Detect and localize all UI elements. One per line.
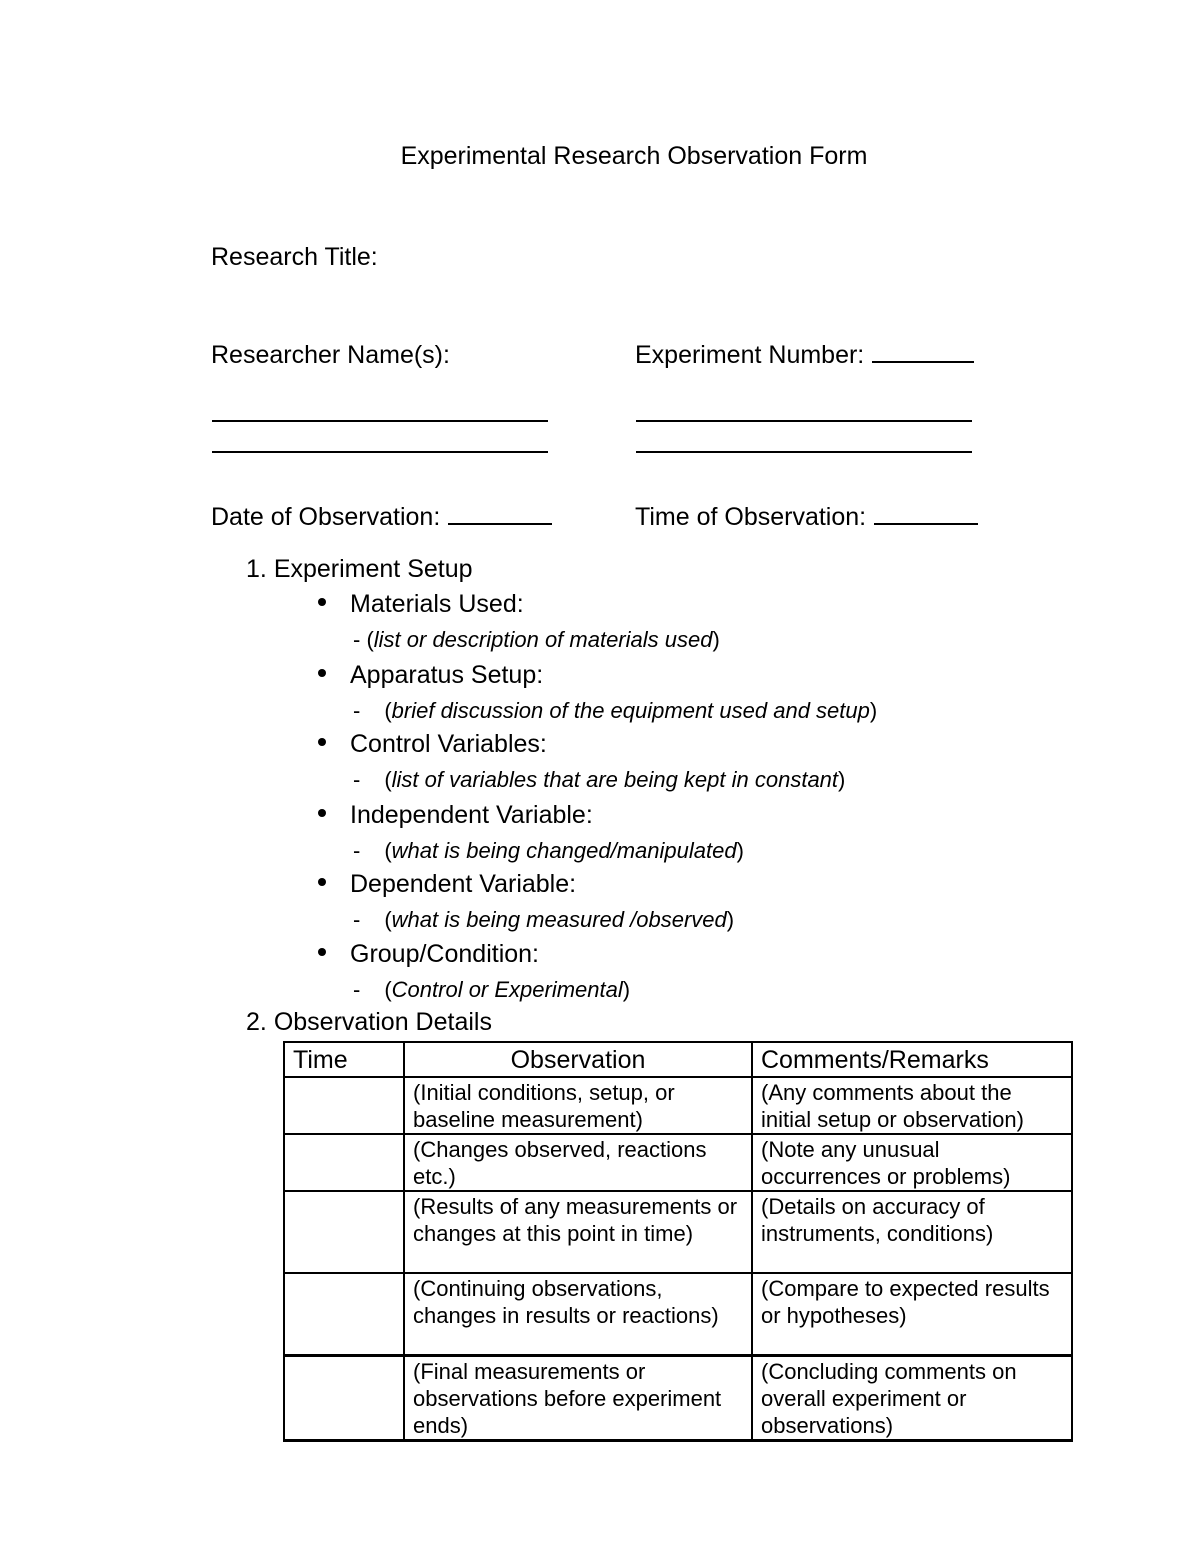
list-item-materials <box>318 590 524 619</box>
list-item-independent-variable <box>318 801 593 830</box>
list-item-control-variables <box>318 730 547 759</box>
hint-prefix: - <box>353 838 361 863</box>
hint-text: what is being changed/manipulated <box>391 838 737 863</box>
list-item-group-condition <box>318 940 539 969</box>
bullet-icon <box>318 669 326 677</box>
experiment-number-label: Experiment Number: <box>635 341 865 369</box>
time-blank[interactable] <box>874 521 978 525</box>
comments-cell[interactable]: (Any comments about the initial setup or observation) <box>752 1077 1072 1134</box>
header-comments: Comments/Remarks <box>752 1042 1072 1077</box>
hint-text: what is being measured /observed <box>391 907 727 932</box>
section-experiment-setup <box>246 555 473 584</box>
researcher-name-line-2[interactable] <box>636 420 972 422</box>
hint-suffix: ) <box>712 627 720 652</box>
hint-suffix: ) <box>838 767 846 792</box>
observation-cell[interactable]: (Final measurements or observations before experiment ends) <box>404 1355 752 1440</box>
bullet-icon <box>318 948 326 956</box>
hint-dependent-variable: - (what is being measured /observed) <box>353 907 735 932</box>
header-observation: Observation <box>404 1042 752 1077</box>
bullet-icon <box>318 738 326 746</box>
experiment-number-blank[interactable] <box>872 359 974 363</box>
hint-independent-variable: - (what is being changed/manipulated) <box>353 838 744 863</box>
item-label: Control Variables: <box>350 730 547 758</box>
comments-cell[interactable]: (Concluding comments on overall experiment or observations) <box>752 1355 1072 1440</box>
time-cell[interactable] <box>284 1077 404 1134</box>
hint-suffix: ) <box>726 907 735 932</box>
hint-control-variables: - (list of variables that are being kept in constant) <box>353 767 846 792</box>
date-blank[interactable] <box>448 521 552 525</box>
research-title-label: Research Title: <box>211 243 378 271</box>
section-observation-details <box>246 1008 492 1037</box>
table-row <box>284 1273 1072 1355</box>
time-cell[interactable] <box>284 1355 404 1440</box>
observation-cell[interactable]: (Initial conditions, setup, or baseline measurement) <box>404 1077 752 1134</box>
bullet-icon <box>318 878 326 886</box>
comments-cell[interactable]: (Note any unusual occurrences or problems) <box>752 1134 1072 1191</box>
time-field[interactable] <box>635 503 978 532</box>
date-label: Date of Observation: <box>211 503 441 531</box>
hint-text: list of variables that are being kept in constant <box>391 767 839 792</box>
hint-suffix: ) <box>736 838 744 863</box>
researcher-names-label: Researcher Name(s): <box>211 341 450 369</box>
hint-suffix: ) <box>869 698 878 723</box>
section-number: 1. <box>246 555 267 583</box>
list-item-apparatus <box>318 661 543 690</box>
observation-table <box>283 1041 1073 1442</box>
item-label: Independent Variable: <box>350 801 593 829</box>
researcher-name-line-4[interactable] <box>636 451 972 453</box>
time-cell[interactable] <box>284 1191 404 1273</box>
time-cell[interactable] <box>284 1134 404 1191</box>
section-number: 2. <box>246 1008 267 1036</box>
date-field[interactable] <box>211 503 552 532</box>
section-heading: Observation Details <box>273 1008 492 1036</box>
item-label: Group/Condition: <box>350 940 540 968</box>
researcher-name-line-3[interactable] <box>212 451 548 453</box>
table-header-row <box>284 1042 1072 1077</box>
list-item-dependent-variable <box>318 870 576 899</box>
hint-group-condition: - (Control or Experimental) <box>353 977 631 1002</box>
table-row <box>284 1077 1072 1134</box>
bullet-icon <box>318 809 326 817</box>
observation-cell[interactable]: (Results of any measurements or changes at this point in time) <box>404 1191 752 1273</box>
experiment-number-field[interactable] <box>635 341 974 370</box>
hint-suffix: ) <box>622 977 631 1002</box>
page-title: Experimental Research Observation Form <box>400 142 868 170</box>
time-label: Time of Observation: <box>635 503 867 531</box>
hint-prefix: - <box>353 907 361 932</box>
observation-cell[interactable]: (Continuing observations, changes in results or reactions) <box>404 1273 752 1355</box>
item-label: Dependent Variable: <box>350 870 577 898</box>
table-row <box>284 1191 1072 1273</box>
hint-apparatus: - (brief discussion of the equipment used and setup) <box>353 698 878 723</box>
table-row <box>284 1355 1072 1440</box>
item-label: Apparatus Setup: <box>350 661 544 689</box>
section-heading: Experiment Setup <box>273 555 473 583</box>
table-row <box>284 1134 1072 1191</box>
hint-materials <box>353 627 720 653</box>
comments-cell[interactable]: (Details on accuracy of instruments, conditions) <box>752 1191 1072 1273</box>
comments-cell[interactable]: (Compare to expected results or hypotheses) <box>752 1273 1072 1355</box>
hint-text: list or description of materials used <box>373 627 713 652</box>
hint-text: brief discussion of the equipment used and setup <box>391 698 870 723</box>
researcher-name-line-1[interactable] <box>212 420 548 422</box>
hint-prefix: - <box>353 977 361 1002</box>
bullet-icon <box>318 598 326 606</box>
hint-text: Control or Experimental <box>391 977 623 1002</box>
header-time: Time <box>284 1042 404 1077</box>
observation-cell[interactable]: (Changes observed, reactions etc.) <box>404 1134 752 1191</box>
time-cell[interactable] <box>284 1273 404 1355</box>
hint-prefix: - ( <box>353 627 374 652</box>
item-label: Materials Used: <box>350 590 524 618</box>
hint-prefix: - <box>353 698 361 723</box>
hint-prefix: - <box>353 767 361 792</box>
